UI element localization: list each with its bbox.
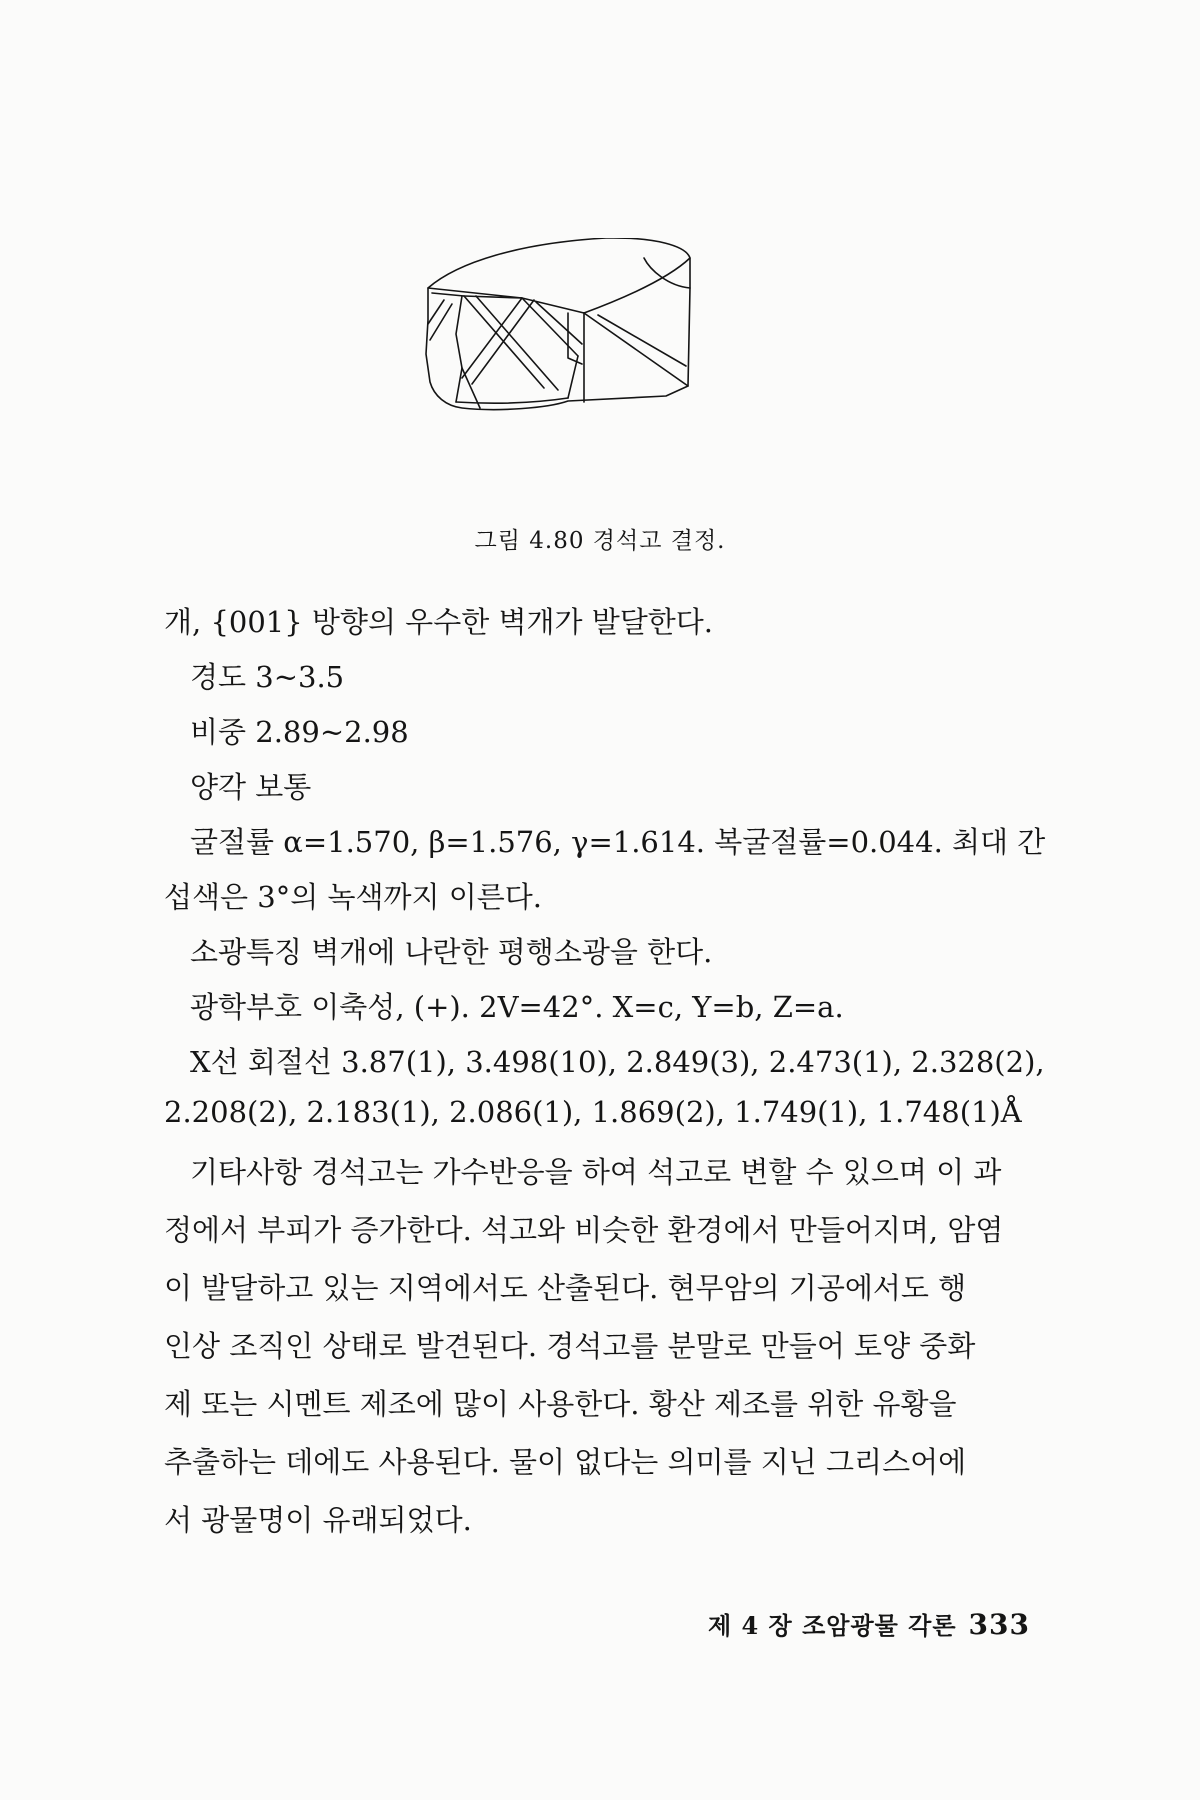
optic-sign-line: 광학부호 이축성, (+). 2V=42°. X=c, Y=b, Z=a.	[190, 990, 844, 1024]
remarks-paragraph	[164, 1150, 1034, 1556]
remarks-line-2: 정에서 부피가 증가한다. 석고와 비슷한 환경에서 만들어지며, 암염	[164, 1213, 1004, 1247]
remarks-line-6: 추출하는 데에도 사용된다. 물이 없다는 의미를 지닌 그리스어에	[164, 1445, 967, 1479]
remarks-line-4: 인상 조직인 상태로 발견된다. 경석고를 분말로 만들어 토양 중화	[164, 1329, 976, 1363]
page-footer	[0, 1606, 1030, 1641]
text-line-1: 개, {001} 방향의 우수한 벽개가 발달한다.	[164, 605, 713, 639]
xray-line-1: X선 회절선 3.87(1), 3.498(10), 2.849(3), 2.473(1), 2.328(2),	[190, 1045, 1045, 1079]
remarks-line-5: 제 또는 시멘트 제조에 많이 사용한다. 황산 제조를 위한 유황을	[164, 1387, 957, 1421]
relief-line: 양각 보통	[190, 770, 312, 804]
xray-line-2: 2.208(2), 2.183(1), 2.086(1), 1.869(2), 1.749(1), 1.748(1)Å	[164, 1095, 1022, 1129]
anhydrite-crystal-figure	[418, 238, 778, 478]
remarks-line-1: 기타사항 경석고는 가수반응을 하여 석고로 변할 수 있으며 이 과	[190, 1155, 1002, 1189]
interference-color-line: 섭색은 3°의 녹색까지 이른다.	[164, 880, 542, 914]
remarks-line-3: 이 발달하고 있는 지역에서도 산출된다. 현무암의 기공에서도 행	[164, 1271, 967, 1305]
refractive-index-line: 굴절률 α=1.570, β=1.576, γ=1.614. 복굴절률=0.044. 최대 간	[190, 825, 1046, 859]
chapter-title: 제 4 장 조암광물 각론	[707, 1611, 957, 1640]
specific-gravity-line: 비중 2.89~2.98	[190, 715, 409, 749]
hardness-line: 경도 3~3.5	[190, 660, 345, 694]
figure-caption: 그림 4.80 경석고 결정.	[474, 528, 726, 554]
page-number: 333	[968, 1608, 1030, 1641]
remarks-line-7: 서 광물명이 유래되었다.	[164, 1503, 472, 1537]
extinction-line: 소광특징 벽개에 나란한 평행소광을 한다.	[190, 935, 713, 969]
